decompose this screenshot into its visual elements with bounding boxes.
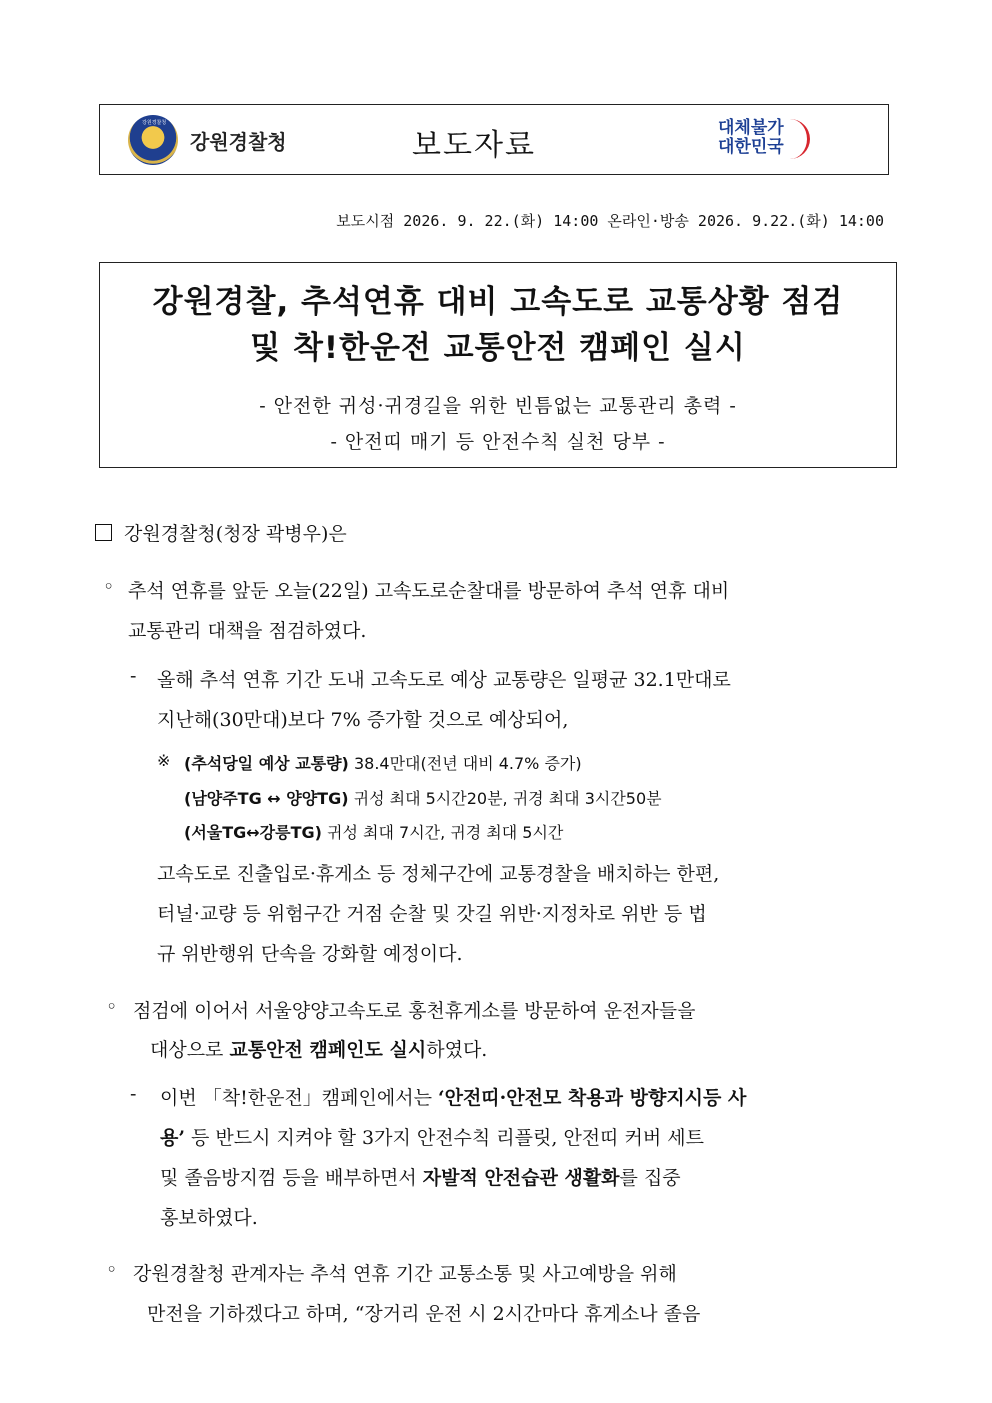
p2-bullet: ◦: [106, 996, 118, 1018]
note-mark: ※: [157, 751, 171, 770]
p1-cont-line3: 규 위반행위 단속을 강화할 예정이다.: [157, 943, 463, 965]
p1-detail-line1: 올해 추석 연휴 기간 도내 고속도로 예상 교통량은 일평균 32.1만대로: [157, 669, 731, 691]
police-seal-logo: [128, 115, 178, 165]
p1-detail-line2: 지난해(30만대)보다 7% 증가할 것으로 예상되어,: [157, 709, 569, 731]
section-heading: [95, 519, 347, 546]
p2-detail-line3: 및 졸음방지껌 등을 배부하면서 자발적 안전습관 생활화를 집중: [160, 1167, 681, 1189]
note-line1: (추석당일 예상 교통량) 38.4만대(전년 대비 4.7% 증가): [184, 754, 582, 773]
p3-bullet: ◦: [106, 1259, 118, 1281]
brand-logo: [718, 119, 810, 161]
release-time: 보도시점 2026. 9. 22.(화) 14:00 온라인·방송 2026. 9.22.(화) 14:00: [336, 212, 884, 230]
title-line2: 및 착!한운전 교통안전 캠페인 실시: [250, 330, 746, 366]
p2-line2: 대상으로 교통안전 캠페인도 실시하였다.: [150, 1039, 488, 1061]
seal-text: 강원경찰청: [142, 120, 167, 126]
square-bullet-icon: [95, 524, 112, 541]
p1-dash: -: [130, 665, 137, 687]
subtitle-line1: - 안전한 귀성·귀경길을 위한 빈틈없는 교통관리 총력 -: [259, 395, 737, 417]
p2-detail-line1: 이번 「착!한운전」캠페인에서는 ‘안전띠·안전모 착용과 방향지시등 사: [160, 1087, 747, 1109]
p2-line1: 점검에 이어서 서울양양고속도로 홍천휴게소를 방문하여 운전자들을: [133, 1000, 696, 1022]
document-type: 보도자료: [412, 128, 536, 163]
note-line2: (남양주TG ↔ 양양TG) 귀성 최대 5시간20분, 귀경 최대 3시간50분: [184, 789, 662, 808]
note-line3: (서울TG↔강릉TG) 귀성 최대 7시간, 귀경 최대 5시간: [184, 823, 564, 842]
p2-detail-line2: 용’ 등 반드시 지켜야 할 3가지 안전수칙 리플릿, 안전띠 커버 세트: [160, 1127, 705, 1149]
p1-cont-line2: 터널·교량 등 위험구간 거점 순찰 및 갓길 위반·지정차로 위반 등 법: [157, 903, 707, 925]
heading-text: 강원경찰청(청장 곽병우)은: [124, 523, 347, 545]
p2-dash: -: [130, 1083, 137, 1105]
p1-cont-line1: 고속도로 진출입로·휴게소 등 정체구간에 교통경찰을 배치하는 한편,: [157, 863, 720, 885]
org-name: 강원경찰청: [190, 130, 287, 154]
title-line1: 강원경찰, 추석연휴 대비 고속도로 교통상황 점검: [152, 284, 844, 320]
p3-line1: 강원경찰청 관계자는 추석 연휴 기간 교통소통 및 사고예방을 위해: [133, 1263, 677, 1285]
p3-line2: 만전을 기하겠다고 하며, “장거리 운전 시 2시간마다 휴게소나 졸음: [147, 1303, 701, 1325]
brand-line1: 대체불가: [718, 118, 784, 138]
subtitle-line2: - 안전띠 매기 등 안전수칙 실천 당부 -: [330, 431, 666, 453]
brand-line2: 대한민국: [718, 137, 784, 157]
p2-detail-line4: 홍보하였다.: [160, 1207, 258, 1229]
p1-line1: 추석 연휴를 앞둔 오늘(22일) 고속도로순찰대를 방문하여 추석 연휴 대비: [128, 580, 730, 602]
p1-bullet: ◦: [103, 576, 115, 598]
p1-line2: 교통관리 대책을 점검하였다.: [128, 620, 367, 642]
